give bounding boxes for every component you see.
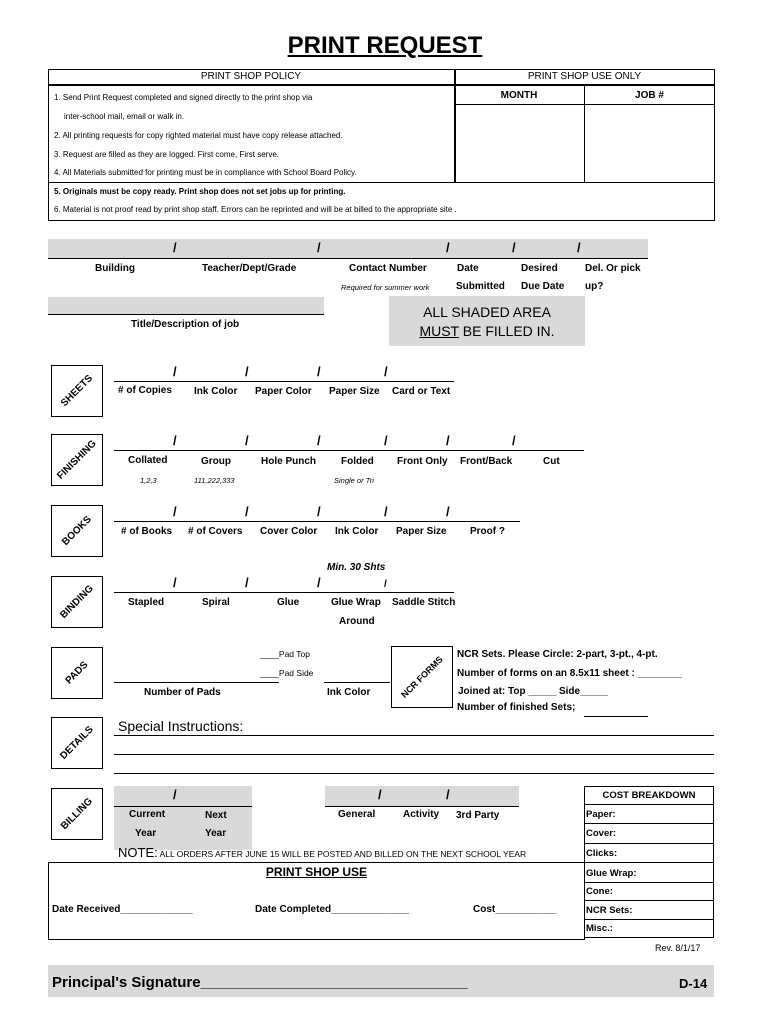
glue-wrap-label: Glue Wrap bbox=[331, 597, 381, 608]
spiral-label: Spiral bbox=[202, 597, 230, 608]
contact-label: Contact Number bbox=[349, 263, 427, 274]
general-label: General bbox=[338, 809, 376, 820]
building-label: Building bbox=[95, 263, 135, 274]
page-title: PRINT REQUEST bbox=[287, 32, 483, 59]
required-note: Required for summer work bbox=[341, 283, 430, 292]
folded-note: Single or Tri bbox=[334, 476, 374, 485]
principal-signature-line[interactable]: Principal's Signature________________________________ bbox=[52, 974, 468, 991]
billing-section-tag: BILLING bbox=[51, 788, 103, 840]
card-text-label: Card or Text bbox=[392, 386, 451, 397]
date-completed-label: Date Completed______________ bbox=[255, 904, 409, 915]
next-year-label: Year bbox=[205, 828, 227, 839]
pads-section-tag: PADS bbox=[51, 647, 103, 699]
ink-color-label: Ink Color bbox=[194, 386, 238, 397]
paper-size-label: Paper Size bbox=[329, 386, 380, 397]
glue-label: Glue bbox=[277, 597, 300, 608]
cost-label: Cost___________ bbox=[473, 904, 557, 915]
pads-ink-label: Ink Color bbox=[327, 687, 371, 698]
group-note: 111,222,333 bbox=[194, 476, 235, 485]
num-books-label: # of Books bbox=[121, 526, 173, 537]
note-text bbox=[118, 846, 526, 859]
use-only-header: PRINT SHOP USE ONLY bbox=[527, 71, 642, 82]
hole-punch-label: Hole Punch bbox=[261, 456, 317, 467]
date-label: Date bbox=[457, 263, 479, 274]
shaded-notice-line2 bbox=[389, 324, 585, 338]
min-sheets-note: Min. 30 Shts bbox=[327, 562, 386, 573]
teacher-label: Teacher/Dept/Grade bbox=[202, 263, 297, 274]
ncr-finished-label: Number of finished Sets; bbox=[457, 702, 576, 713]
up-label: up? bbox=[585, 281, 604, 292]
submitted-label: Submitted bbox=[456, 281, 505, 292]
cost-item: Clicks: bbox=[586, 848, 618, 859]
group-label: Group bbox=[201, 456, 231, 467]
cut-label: Cut bbox=[543, 456, 560, 467]
current-year-label: Year bbox=[135, 828, 157, 839]
policy-item: 3. Request are filled as they are logged. First come, First serve. bbox=[54, 150, 279, 159]
books-section-tag: BOOKS bbox=[51, 505, 103, 557]
folded-label: Folded bbox=[341, 456, 374, 467]
binding-section-tag: BINDING bbox=[51, 576, 103, 628]
pad-top-label: ____Pad Top bbox=[260, 649, 310, 659]
pad-side-label: ____Pad Side bbox=[260, 668, 314, 678]
policy-item: 1. Send Print Request completed and signed directly to the print shop via bbox=[54, 93, 313, 102]
stapled-label: Stapled bbox=[128, 597, 165, 608]
info-input-shade[interactable] bbox=[48, 239, 648, 258]
front-only-label: Front Only bbox=[397, 456, 448, 467]
revision-label: Rev. 8/1/17 bbox=[655, 943, 701, 953]
collated-note: 1,2,3 bbox=[140, 476, 157, 485]
shaded-notice-line1: ALL SHADED AREA bbox=[423, 304, 551, 320]
title-input-shade[interactable] bbox=[48, 297, 324, 314]
books-paper-size-label: Paper Size bbox=[396, 526, 447, 537]
note-lead: NOTE: bbox=[118, 845, 158, 860]
shaded-rest-text: BE FILLED IN. bbox=[458, 323, 555, 339]
job-label: JOB # bbox=[635, 90, 664, 101]
policy-item: inter-school mail, email or walk in. bbox=[64, 112, 185, 121]
ncr-sets-label: NCR Sets. Please Circle: 2-part, 3-pt., 4-pt. bbox=[457, 649, 658, 660]
cost-item: Misc.: bbox=[586, 923, 613, 934]
billing-type-shade[interactable] bbox=[325, 786, 519, 806]
date-received-label: Date Received_____________ bbox=[52, 904, 193, 915]
cover-color-label: Cover Color bbox=[260, 526, 318, 537]
copies-label: # of Copies bbox=[118, 385, 172, 396]
paper-color-label: Paper Color bbox=[255, 386, 312, 397]
cost-item: Cone: bbox=[586, 886, 613, 897]
policy-header: PRINT SHOP POLICY bbox=[200, 71, 302, 82]
ncr-section-tag: NCR FORMS bbox=[391, 646, 453, 708]
proof-label: Proof ? bbox=[470, 526, 505, 537]
cost-item: Paper: bbox=[586, 809, 616, 820]
cost-item: NCR Sets: bbox=[586, 905, 633, 916]
print-shop-use-title: PRINT SHOP USE bbox=[265, 865, 368, 879]
collated-label: Collated bbox=[128, 455, 168, 466]
note-body: ALL ORDERS AFTER JUNE 15 WILL BE POSTED AND BILLED ON THE NEXT SCHOOL YEAR bbox=[157, 849, 527, 859]
month-label: MONTH bbox=[500, 90, 538, 101]
next-label: Next bbox=[205, 810, 227, 821]
num-covers-label: # of Covers bbox=[188, 526, 243, 537]
cost-breakdown-header: COST BREAKDOWN bbox=[602, 790, 696, 801]
details-section-tag: DETAILS bbox=[51, 717, 103, 769]
cost-item: Cover: bbox=[586, 828, 617, 839]
finishing-section-tag: FINISHING bbox=[51, 434, 103, 486]
desired-label: Desired bbox=[521, 263, 558, 274]
form-id: D-14 bbox=[679, 976, 708, 991]
num-pads-label: Number of Pads bbox=[144, 687, 221, 698]
special-instructions-label: Special Instructions: bbox=[118, 718, 244, 734]
third-party-label: 3rd Party bbox=[456, 810, 500, 821]
around-label: Around bbox=[339, 616, 375, 627]
front-back-label: Front/Back bbox=[460, 456, 513, 467]
sheets-section-tag: SHEETS bbox=[51, 365, 103, 417]
cost-item: Glue Wrap: bbox=[586, 868, 637, 879]
due-date-label: Due Date bbox=[521, 281, 565, 292]
current-label: Current bbox=[129, 809, 166, 820]
books-ink-label: Ink Color bbox=[335, 526, 379, 537]
policy-item: 4. All Materials submitted for printing must be in compliance with School Board Policy. bbox=[54, 168, 357, 177]
must-text: MUST bbox=[419, 323, 459, 339]
policy-item: 6. Material is not proof read by print shop staff. Errors can be reprinted and will be at billed to the appropriate site . bbox=[54, 205, 457, 214]
policy-item: 5. Originals must be copy ready. Print shop does not set jobs up for printing. bbox=[54, 187, 346, 196]
title-desc-label: Title/Description of job bbox=[131, 319, 240, 330]
policy-item: 2. All printing requests for copy righted material must have copy release attached. bbox=[54, 131, 343, 140]
activity-label: Activity bbox=[403, 809, 440, 820]
del-pick-label: Del. Or pick bbox=[585, 263, 641, 274]
ncr-forms-label: Number of forms on an 8.5x11 sheet : ________ bbox=[457, 668, 683, 679]
ncr-joined-label: Joined at: Top _____ Side_____ bbox=[458, 686, 608, 697]
saddle-stitch-label: Saddle Stitch bbox=[392, 597, 456, 608]
